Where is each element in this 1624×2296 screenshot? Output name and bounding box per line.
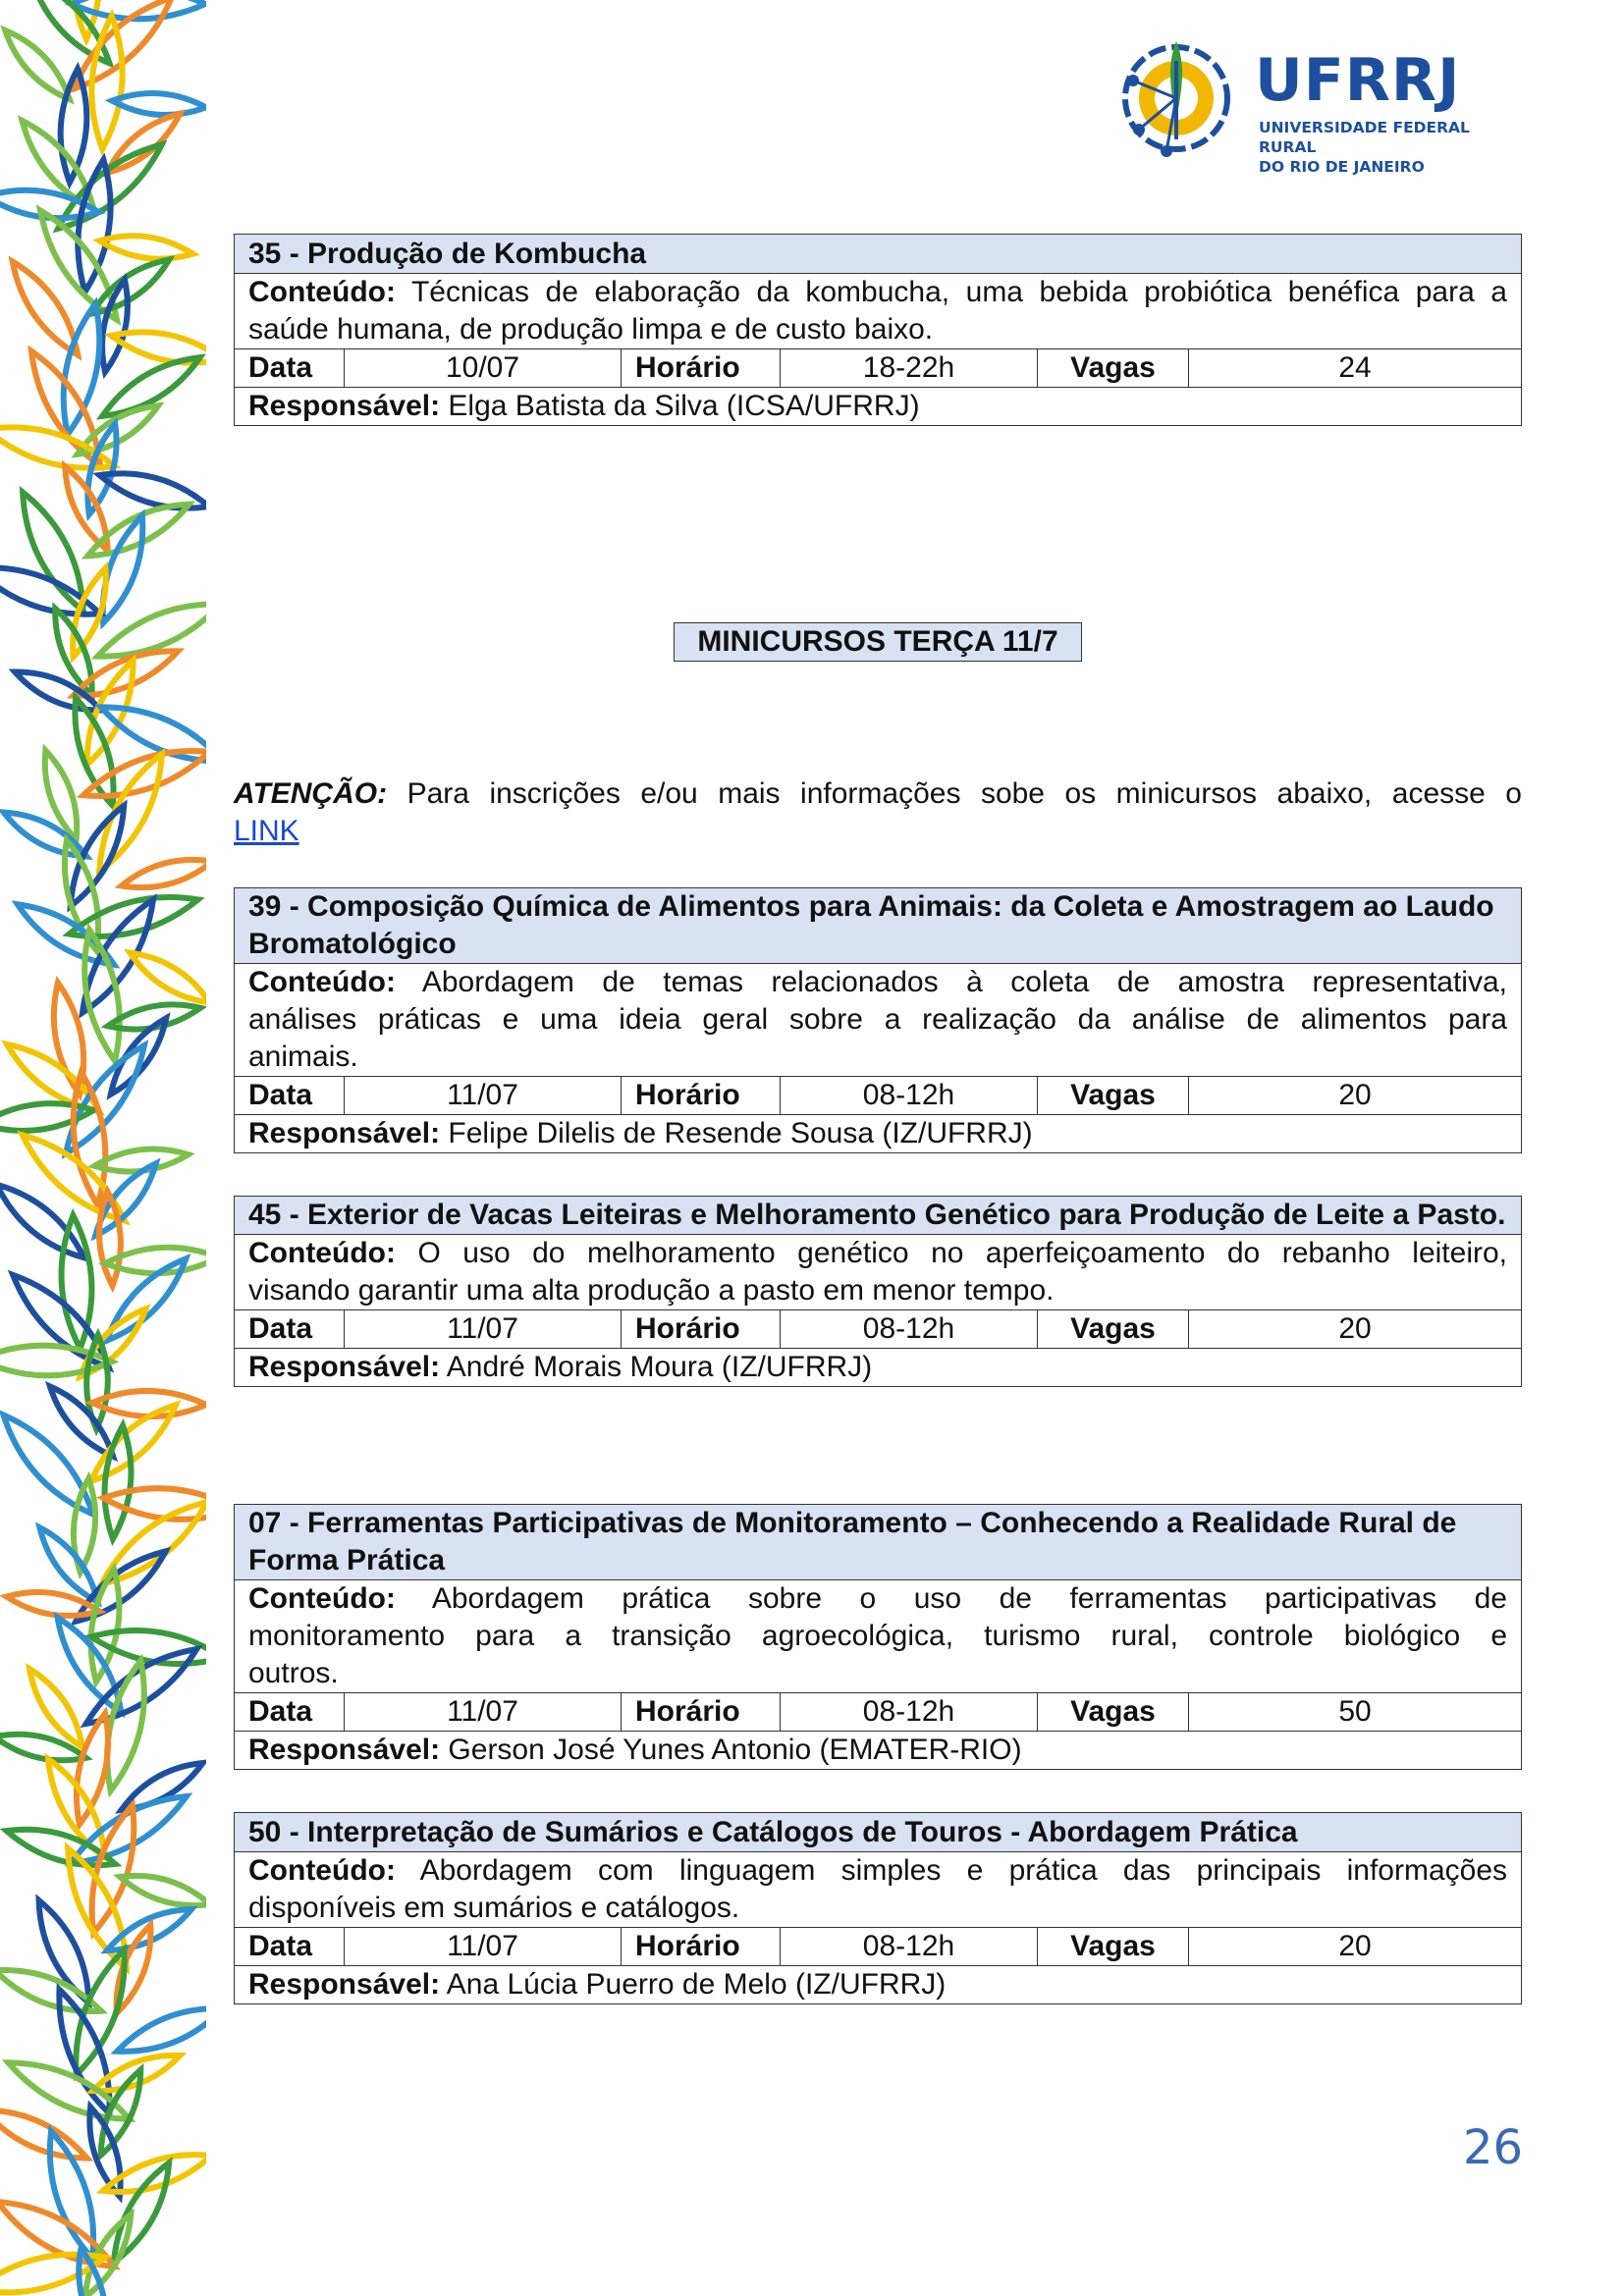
responsible-value: Gerson José Yunes Antonio (EMATER-RIO): [448, 1734, 1022, 1766]
section-title: MINICURSOS TERÇA 11/7: [674, 622, 1082, 662]
course-responsible: [235, 388, 1522, 426]
responsible-label: Responsável:: [248, 1734, 441, 1766]
responsible-value: André Morais Moura (IZ/UFRRJ): [446, 1351, 873, 1383]
decorative-petal: [92, 259, 170, 313]
attention-text: Para inscrições e/ou mais informações sobe os minicursos abaixo, acesse o: [406, 777, 1522, 810]
attention-notice: [234, 775, 1522, 813]
date-label: Data: [235, 1310, 345, 1349]
logo-subtitle: [1259, 118, 1522, 177]
registration-link[interactable]: LINK: [234, 815, 299, 847]
attention-lead: ATENÇÃO:: [234, 777, 388, 810]
decorative-petal: [99, 236, 192, 258]
slots-value: 24: [1189, 349, 1522, 388]
ufrrj-emblem-icon: [1110, 22, 1247, 169]
course-content: [235, 274, 1522, 349]
content-line2: saúde humana, de produção limpa e de custo baixo.: [248, 313, 934, 346]
slots-label: Vagas: [1038, 349, 1189, 388]
course-responsible: [235, 1349, 1522, 1387]
time-value: 08-12h: [781, 1928, 1038, 1966]
responsible-value: Felipe Dilelis de Resende Sousa (IZ/UFRRJ): [448, 1117, 1033, 1149]
course-content: [235, 1235, 1522, 1310]
content-line2: disponíveis em sumários e catálogos.: [248, 1892, 740, 1924]
logo-name: UFRRJ: [1255, 46, 1461, 115]
time-label: Horário: [622, 1077, 781, 1115]
course-content: [235, 1852, 1522, 1928]
logo-subtitle-line2: DO RIO DE JANEIRO: [1259, 158, 1425, 176]
responsible-label: Responsável:: [248, 1351, 441, 1383]
slots-value: 20: [1189, 1077, 1522, 1115]
course-responsible: [235, 1115, 1522, 1153]
course-title: 45 - Exterior de Vacas Leiteiras e Melhoramento Genético para Produção de Leite a Pasto.: [235, 1197, 1522, 1235]
time-label: Horário: [622, 1310, 781, 1349]
slots-label: Vagas: [1038, 1928, 1189, 1966]
content-line1: Abordagem prática sobre o uso de ferramentas participativas de: [431, 1582, 1507, 1615]
time-value: 08-12h: [781, 1077, 1038, 1115]
content-label: Conteúdo:: [248, 276, 396, 308]
date-label: Data: [235, 1077, 345, 1115]
course-content: [235, 1580, 1522, 1693]
course-content: [235, 964, 1522, 1077]
content-line3: outros.: [248, 1657, 339, 1689]
decorative-petal: [120, 1876, 206, 1905]
course-table-45: [234, 1196, 1522, 1387]
decorative-petal: [5, 30, 69, 99]
course-responsible: [235, 1732, 1522, 1770]
content-line3: animais.: [248, 1041, 358, 1073]
course-table-50: [234, 1812, 1522, 2004]
date-value: 10/07: [345, 349, 622, 388]
date-value: 11/07: [345, 1693, 622, 1732]
content-line1: Abordagem de temas relacionados à coleta de amostra representativa,: [421, 966, 1507, 998]
responsible-value: Elga Batista da Silva (ICSA/UFRRJ): [448, 390, 920, 422]
responsible-label: Responsável:: [248, 1968, 441, 2001]
decorative-petal: [130, 953, 206, 1003]
ufrrj-logo: [1110, 22, 1522, 176]
content-line2: visando garantir uma alta produção a pasto em menor tempo.: [248, 1274, 1055, 1307]
page-number: 26: [1463, 2120, 1524, 2175]
date-label: Data: [235, 1693, 345, 1732]
time-value: 18-22h: [781, 349, 1038, 388]
time-label: Horário: [622, 1928, 781, 1966]
course-table-35: [234, 234, 1522, 426]
responsible-label: Responsável:: [248, 1117, 441, 1149]
course-responsible: [235, 1966, 1522, 2004]
date-label: Data: [235, 349, 345, 388]
attention-link-line: [234, 813, 299, 850]
course-title: 39 - Composição Química de Alimentos para Animais: da Coleta e Amostragem ao Laudo Bromatológico: [235, 888, 1522, 964]
slots-value: 50: [1189, 1693, 1522, 1732]
date-value: 11/07: [345, 1928, 622, 1966]
responsible-value: Ana Lúcia Puerro de Melo (IZ/UFRRJ): [446, 1968, 947, 2001]
content-label: Conteúdo:: [248, 1582, 396, 1615]
content-label: Conteúdo:: [248, 1854, 396, 1887]
decorative-petal: [92, 1391, 206, 1416]
responsible-label: Responsável:: [248, 390, 441, 422]
content-label: Conteúdo:: [248, 1237, 396, 1269]
content-line1: Técnicas de elaboração da kombucha, uma bebida probiótica benéfica para a: [410, 276, 1507, 308]
slots-label: Vagas: [1038, 1693, 1189, 1732]
content-line2: análises práticas e uma ideia geral sobre a realização da análise de alimentos para: [248, 1003, 1507, 1036]
decorative-petal: [0, 1103, 94, 1131]
content-line2: monitoramento para a transição agroecológica, turismo rural, controle biológico e: [248, 1620, 1507, 1652]
slots-value: 20: [1189, 1310, 1522, 1349]
slots-label: Vagas: [1038, 1310, 1189, 1349]
decorative-petal: [122, 860, 206, 887]
date-value: 11/07: [345, 1310, 622, 1349]
slots-label: Vagas: [1038, 1077, 1189, 1115]
course-table-39: [234, 887, 1522, 1153]
time-value: 08-12h: [781, 1693, 1038, 1732]
content-line1: Abordagem com linguagem simples e prática das principais informações: [419, 1854, 1508, 1887]
decorative-petal: [117, 2008, 206, 2052]
course-title: 07 - Ferramentas Participativas de Monitoramento – Conhecendo a Realidade Rural de Forma Prática: [235, 1505, 1522, 1580]
course-title: 50 - Interpretação de Sumários e Catálogos de Touros - Abordagem Prática: [235, 1813, 1522, 1852]
time-label: Horário: [622, 349, 781, 388]
date-value: 11/07: [345, 1077, 622, 1115]
content-label: Conteúdo:: [248, 966, 396, 998]
course-table-07: [234, 1504, 1522, 1770]
course-title: 35 - Produção de Kombucha: [235, 235, 1522, 274]
content-line1: O uso do melhoramento genético no aperfeiçoamento do rebanho leiteiro,: [417, 1237, 1507, 1269]
time-label: Horário: [622, 1693, 781, 1732]
slots-value: 20: [1189, 1928, 1522, 1966]
decorative-petal: [112, 93, 206, 115]
decorative-petal: [0, 2109, 87, 2158]
time-value: 08-12h: [781, 1310, 1038, 1349]
decorative-petal-border: [0, 0, 206, 2296]
decorative-petal: [99, 754, 162, 872]
logo-subtitle-line1: UNIVERSIDADE FEDERAL RURAL: [1259, 119, 1470, 156]
date-label: Data: [235, 1928, 345, 1966]
